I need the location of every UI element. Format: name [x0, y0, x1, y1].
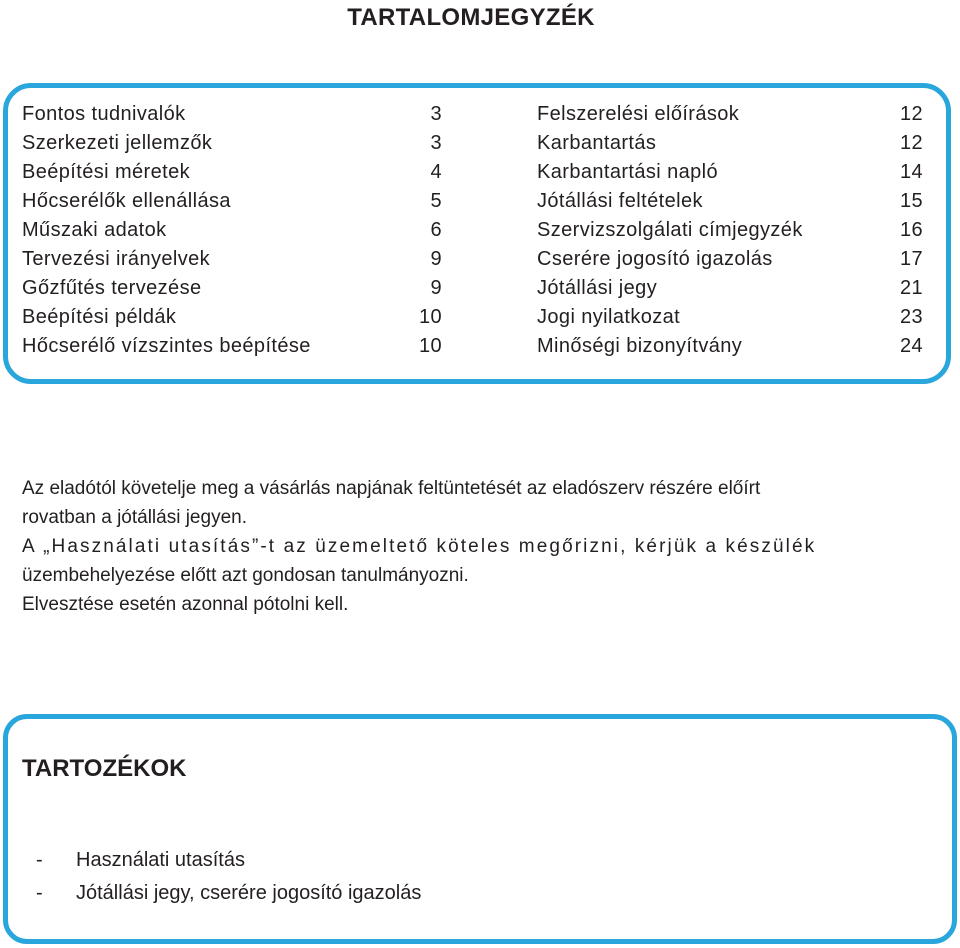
toc-entry: [537, 332, 923, 361]
toc-entry-label: Minőségi bizonyítvány: [537, 335, 743, 357]
list-dash: -: [36, 882, 43, 904]
toc-entry-label: Szerkezeti jellemzők: [22, 132, 213, 154]
toc-entry-label: Jogi nyilatkozat: [537, 306, 681, 328]
toc-entry-page: 15: [899, 190, 923, 212]
notice-line: A „Használati utasítás”-t az üzemeltető köteles megőrizni, kérjük a készülék: [22, 536, 817, 557]
toc-entry-page: 10: [418, 335, 442, 357]
toc-entry: [22, 129, 442, 158]
toc-entry-page: 12: [899, 103, 923, 125]
toc-entry-label: Beépítési példák: [22, 306, 177, 328]
toc-entry-page: 17: [899, 248, 923, 270]
toc-entry-page: 10: [418, 306, 442, 328]
toc-entry-page: 24: [899, 335, 923, 357]
accessory-item: [36, 845, 421, 878]
toc-entry: [22, 216, 442, 245]
accessories-title: TARTOZÉKOK: [22, 755, 187, 782]
toc-entry: [537, 303, 923, 332]
toc-entry: [22, 187, 442, 216]
toc-entry: [537, 274, 923, 303]
toc-entry-page: 23: [899, 306, 923, 328]
accessory-label: Használati utasítás: [76, 849, 245, 871]
toc-entry: [22, 274, 442, 303]
toc-entry: [537, 245, 923, 274]
toc-entry-page: 5: [430, 190, 442, 212]
toc-entry-label: Jótállási jegy: [537, 277, 658, 299]
toc-entry-label: Szervizszolgálati címjegyzék: [537, 219, 803, 241]
toc-entry: [537, 187, 923, 216]
toc-entry: [22, 303, 442, 332]
toc-entry-page: 4: [430, 161, 442, 183]
toc-entry-label: Hőcserélő vízszintes beépítése: [22, 335, 311, 357]
toc-right-column: [537, 100, 923, 361]
toc-entry-label: Jótállási feltételek: [537, 190, 703, 212]
toc-entry-page: 3: [430, 132, 442, 154]
notice-line: Az eladótól követelje meg a vásárlás napjának feltüntetését az eladószerv részére előírt: [22, 478, 761, 499]
toc-entry-page: 9: [430, 277, 442, 299]
toc-entry-label: Tervezési irányelvek: [22, 248, 211, 270]
page-title: TARTALOMJEGYZÉK: [347, 4, 595, 31]
toc-entry-page: 6: [430, 219, 442, 241]
notice-line: rovatban a jótállási jegyen.: [22, 507, 247, 528]
toc-entry-label: Műszaki adatok: [22, 219, 167, 241]
notice-line: üzembehelyezése előtt azt gondosan tanulmányozni.: [22, 565, 469, 586]
accessory-item: [36, 878, 421, 911]
toc-entry-label: Cserére jogosító igazolás: [537, 248, 773, 270]
toc-entry-label: Hőcserélők ellenállása: [22, 190, 231, 212]
toc-entry-label: Karbantartás: [537, 132, 657, 154]
purchase-notice: [22, 474, 960, 619]
toc-entry: [537, 158, 923, 187]
toc-entry: [22, 100, 442, 129]
toc-entry-page: 9: [430, 248, 442, 270]
toc-entry-label: Felszerelési előírások: [537, 103, 740, 125]
toc-entry-page: 21: [899, 277, 923, 299]
toc-entry-label: Fontos tudnivalók: [22, 103, 186, 125]
accessory-label: Jótállási jegy, cserére jogosító igazolás: [76, 882, 422, 904]
toc-entry-page: 16: [899, 219, 923, 241]
toc-entry-page: 14: [899, 161, 923, 183]
toc-entry-label: Gőzfűtés tervezése: [22, 277, 202, 299]
toc-entry: [22, 158, 442, 187]
toc-entry: [537, 216, 923, 245]
toc-entry-label: Beépítési méretek: [22, 161, 190, 183]
accessories-list: [36, 845, 421, 911]
toc-entry-label: Karbantartási napló: [537, 161, 719, 183]
toc-entry: [537, 129, 923, 158]
toc-entry: [22, 332, 442, 361]
toc-entry-page: 3: [430, 103, 442, 125]
notice-line: Elvesztése esetén azonnal pótolni kell.: [22, 594, 349, 615]
toc-entry: [22, 245, 442, 274]
toc-left-column: [22, 100, 442, 361]
toc-entry-page: 12: [899, 132, 923, 154]
list-dash: -: [36, 849, 43, 871]
toc-entry: [537, 100, 923, 129]
